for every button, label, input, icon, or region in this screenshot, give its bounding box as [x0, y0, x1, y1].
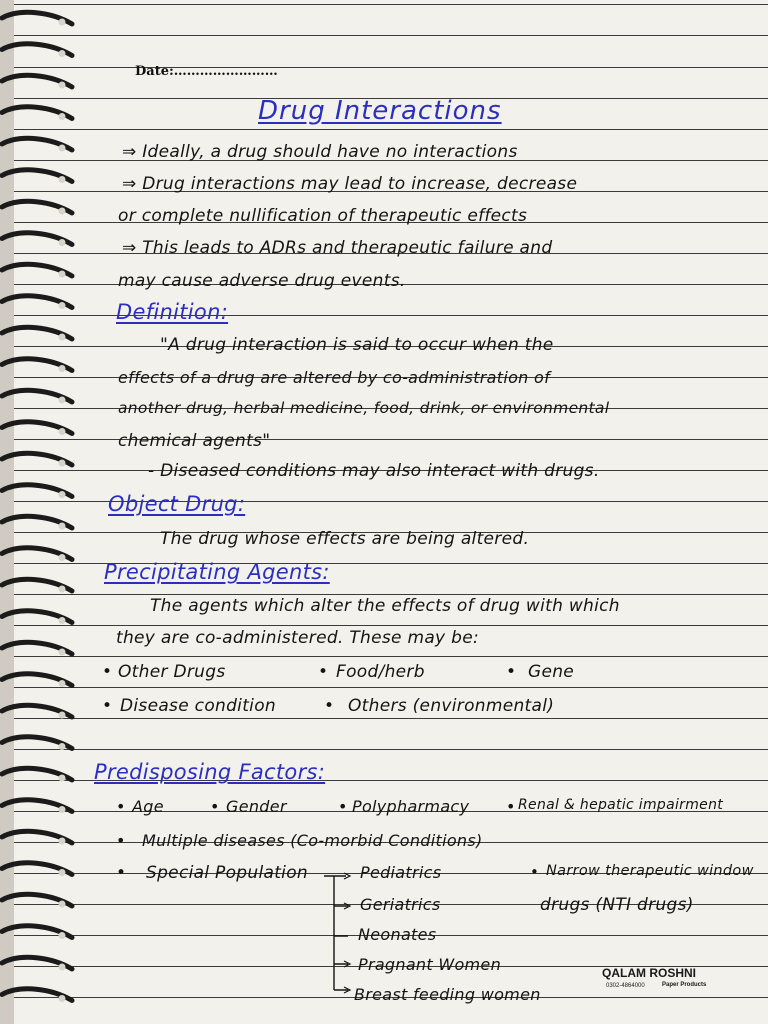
spiral-hole [59, 365, 66, 372]
spiral-hole [59, 869, 66, 876]
population-breast-feeding: Breast feeding women [354, 985, 541, 1004]
bullet-dot: • [116, 863, 127, 883]
definition-line-3: another drug, herbal medicine, food, drink, or environmental [118, 399, 610, 417]
precipitating-item-food-herb: Food/herb [336, 662, 425, 682]
factor-multiple-diseases: Multiple diseases (Co-morbid Conditions) [142, 831, 483, 850]
precipitating-item-other-drugs: Other Drugs [118, 662, 226, 682]
population-neonates: Neonates [358, 925, 437, 944]
spiral-hole [59, 554, 66, 561]
spiral-hole [59, 208, 66, 215]
spiral-hole [59, 82, 66, 89]
precipitating-heading: Precipitating Agents: [104, 560, 330, 584]
spiral-hole [59, 586, 66, 593]
spiral-hole [59, 460, 66, 467]
intro-line-1: ⇒ Ideally, a drug should have no interactions [122, 142, 518, 162]
spiral-hole [59, 806, 66, 813]
spiral-hole [59, 145, 66, 152]
spiral-hole [59, 995, 66, 1002]
bullet-dot: • [506, 797, 516, 816]
spiral-hole [59, 397, 66, 404]
bullet-dot: • [102, 662, 113, 682]
bullet-dot: • [102, 696, 113, 716]
spiral-hole [59, 712, 66, 719]
spiral-hole [59, 775, 66, 782]
population-geriatrics: Geriatrics [360, 895, 441, 914]
definition-note: - Diseased conditions may also interact with drugs. [148, 461, 600, 481]
spiral-hole [59, 334, 66, 341]
precipitating-item-others: Others (environmental) [348, 696, 555, 716]
object-drug-heading: Object Drug: [108, 492, 246, 516]
spiral-hole [59, 428, 66, 435]
bullet-dot: • [116, 831, 126, 850]
bullet-dot: • [338, 797, 348, 816]
bullet-dot: • [506, 662, 517, 682]
factor-age: Age [132, 797, 164, 816]
spiral-hole [59, 491, 66, 498]
factor-renal-hepatic: Renal & hepatic impairment [518, 797, 724, 813]
spiral-binding [0, 0, 86, 1024]
spiral-hole [59, 964, 66, 971]
brand-name: QALAM ROSHNI [602, 966, 696, 980]
spiral-hole [59, 50, 66, 57]
brand-logo [602, 962, 722, 996]
brand-sub: Paper Products [662, 982, 707, 988]
spiral-hole [59, 176, 66, 183]
spiral-hole [59, 932, 66, 939]
spiral-hole [59, 113, 66, 120]
bullet-dot: • [530, 863, 540, 881]
precipitating-line-2: they are co-administered. These may be: [116, 628, 479, 648]
spiral-hole [59, 302, 66, 309]
precipitating-item-gene: Gene [528, 662, 575, 682]
predisposing-heading: Predisposing Factors: [94, 760, 326, 784]
spiral-hole [59, 523, 66, 530]
factor-ntl-line-1: Narrow therapeutic window [546, 863, 754, 879]
population-pediatrics: Pediatrics [360, 863, 442, 882]
factor-special-population: Special Population [146, 863, 308, 883]
definition-line-2: effects of a drug are altered by co-administration of [118, 368, 551, 387]
intro-line-5: may cause adverse drug events. [118, 271, 406, 291]
intro-line-2: ⇒ Drug interactions may lead to increase, decrease [122, 174, 578, 194]
spiral-hole [59, 19, 66, 26]
precipitating-item-disease: Disease condition [120, 696, 276, 716]
bullet-dot: • [210, 797, 220, 816]
date-label: Date:…………………… [135, 64, 278, 79]
bullet-dot: • [318, 662, 329, 682]
factor-polypharmacy: Polypharmacy [352, 797, 470, 816]
page-title: Drug Interactions [258, 96, 502, 126]
bullet-dot: • [116, 797, 126, 816]
intro-line-3: or complete nullification of therapeutic effects [118, 206, 528, 226]
spiral-hole [59, 680, 66, 687]
object-drug-text: The drug whose effects are being altered. [160, 529, 530, 549]
spiral-hole [59, 901, 66, 908]
spiral-hole [59, 838, 66, 845]
population-pregnant-women: Pragnant Women [358, 955, 502, 974]
factor-ntl-line-2: drugs (NTI drugs) [540, 895, 694, 915]
precipitating-line-1: The agents which alter the effects of drug with which [150, 596, 620, 616]
factor-gender: Gender [226, 797, 287, 816]
intro-line-4: ⇒ This leads to ADRs and therapeutic failure and [122, 238, 553, 258]
brand-phone: 0302-4864000 [606, 983, 645, 989]
bullet-dot: • [324, 696, 335, 716]
definition-line-1: "A drug interaction is said to occur when the [160, 335, 554, 355]
spiral-hole [59, 743, 66, 750]
definition-line-4: chemical agents" [118, 431, 271, 451]
spiral-hole [59, 239, 66, 246]
spiral-hole [59, 271, 66, 278]
definition-heading: Definition: [116, 300, 229, 324]
spiral-hole [59, 617, 66, 624]
spiral-hole [59, 649, 66, 656]
